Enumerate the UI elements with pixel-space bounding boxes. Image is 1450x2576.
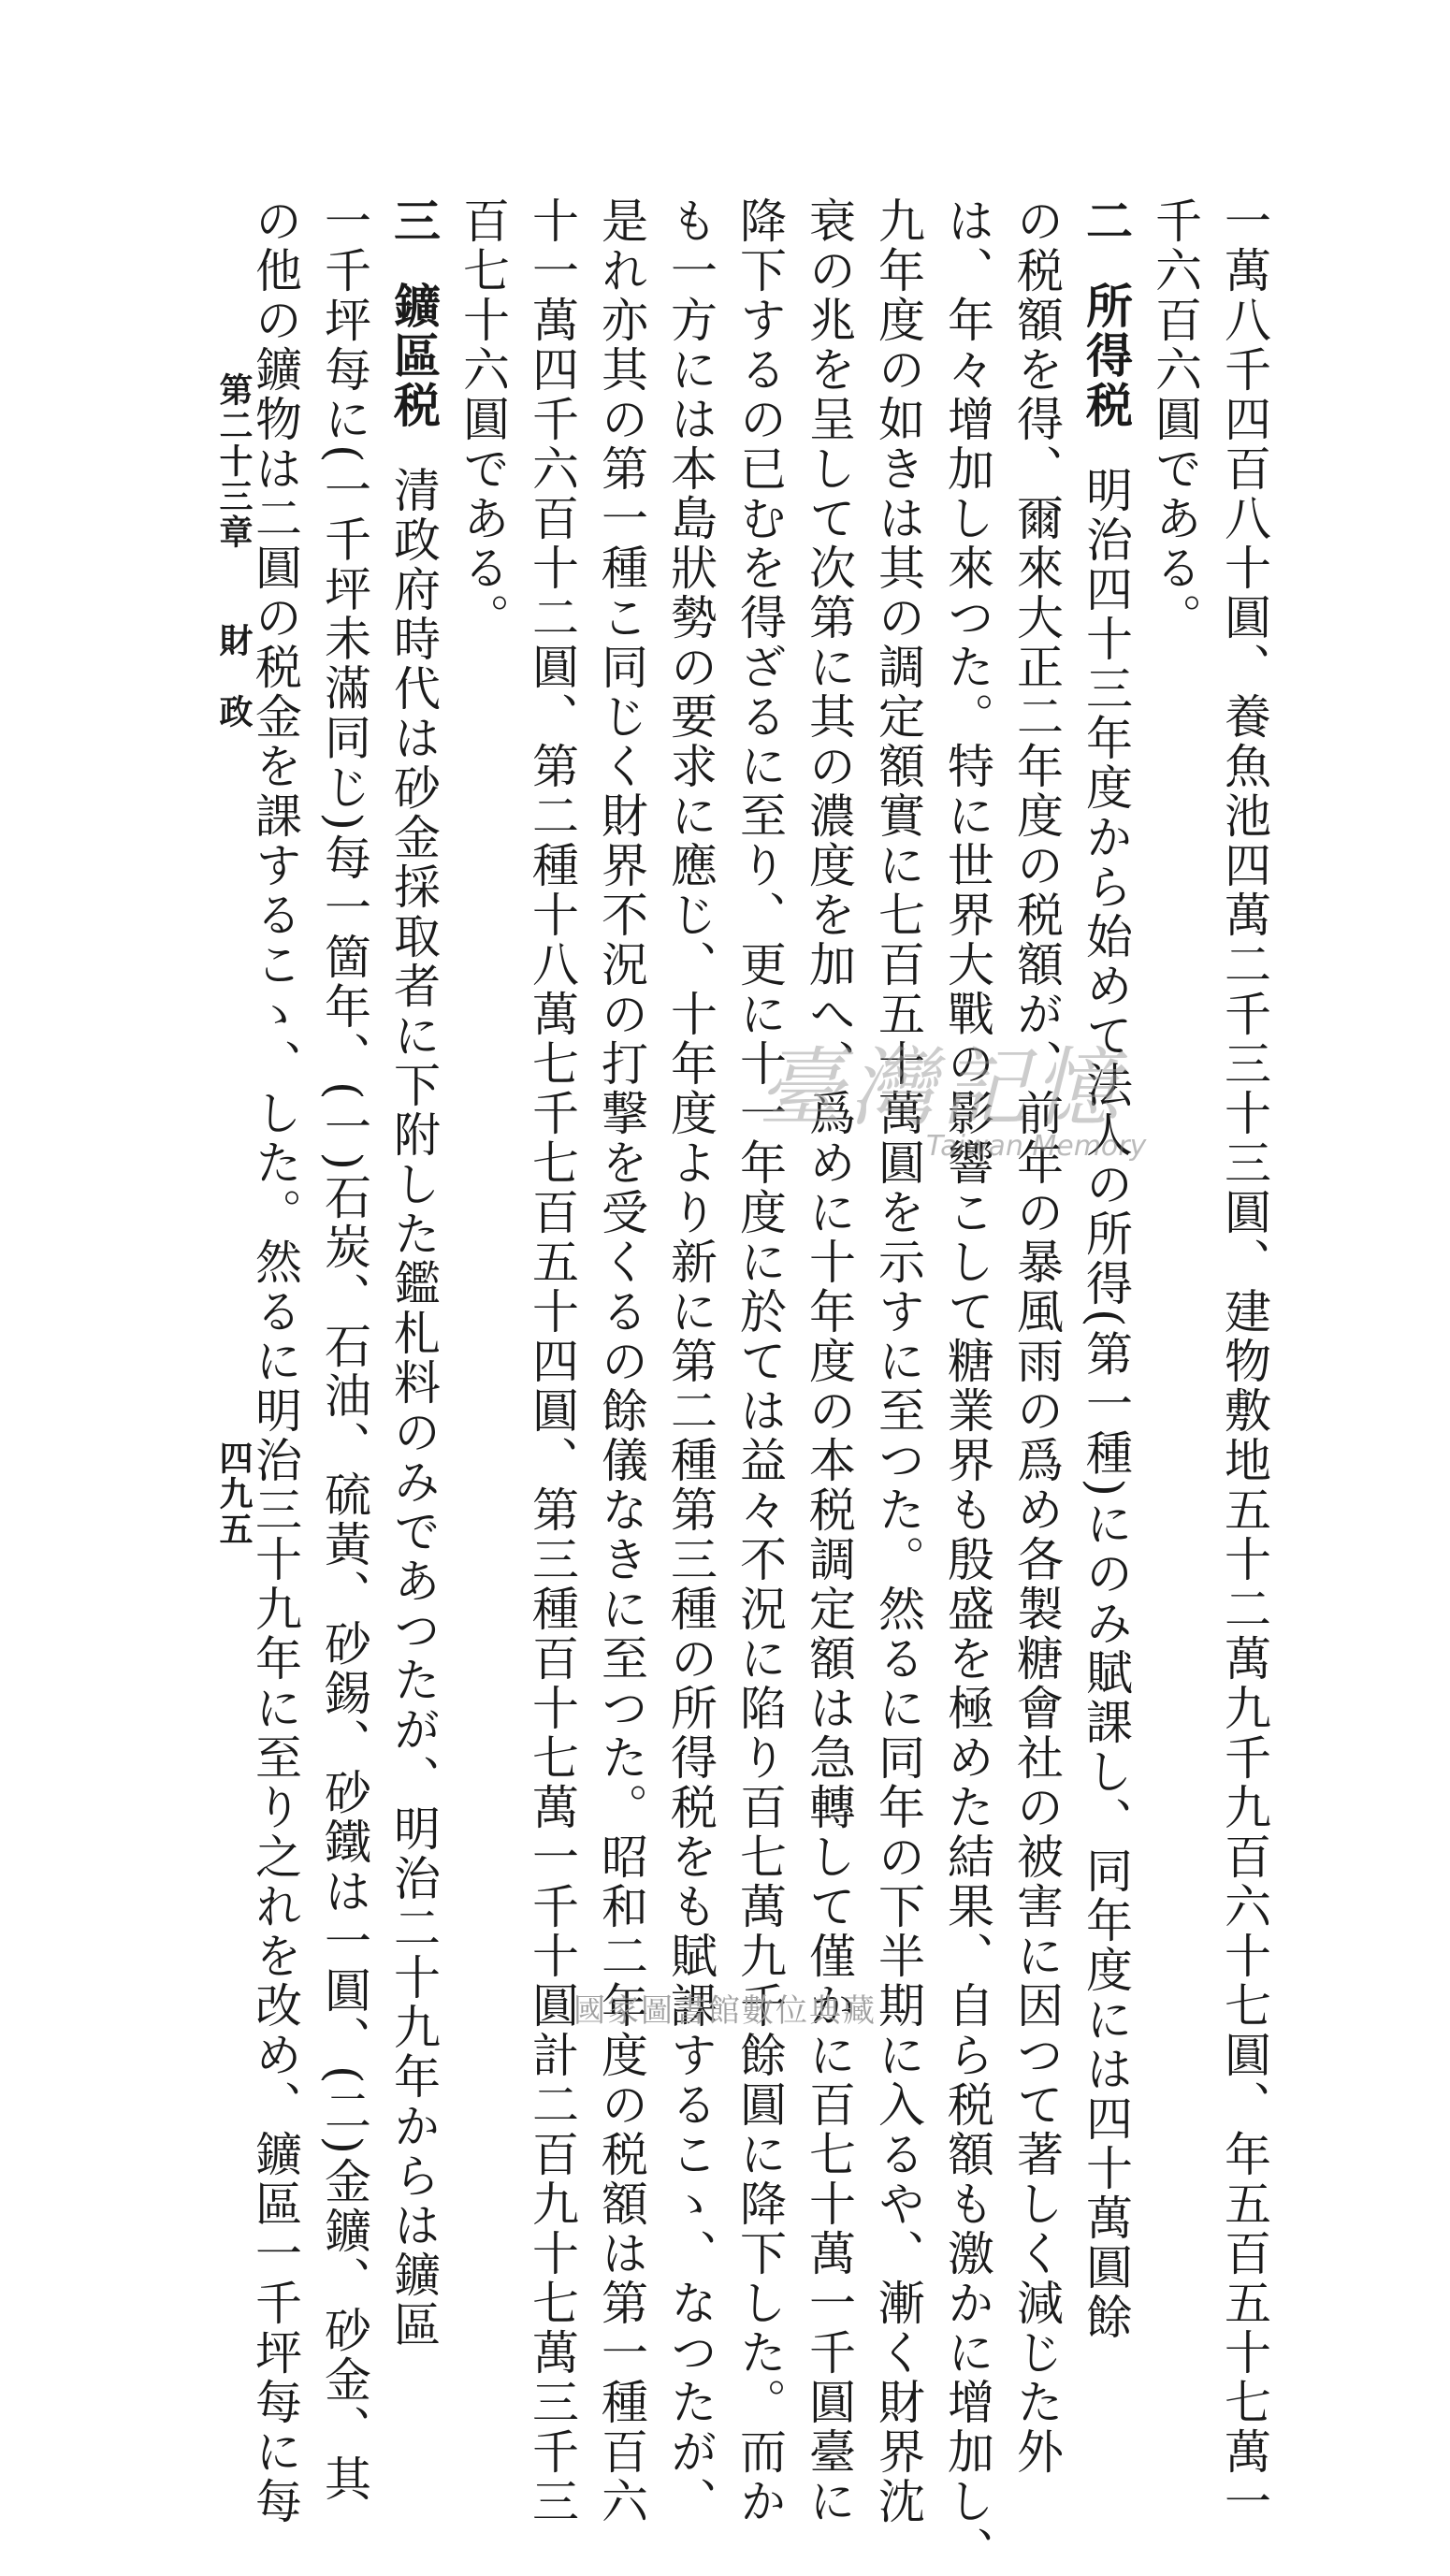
watermark-text: 臺灣記憶 xyxy=(758,1038,1125,1138)
text-column-10: 是れ亦其の第一種こ同じく財界不況の打撃を受くるの餘儀なきに至つた。昭和二年度の税額は第一種百六 xyxy=(594,196,648,2526)
text-column-9: も一方には本島狀勢の要求に應じ、十年度より新に第二種第三種の所得税をも賦課するこゝ、なつたが、 xyxy=(663,196,718,2526)
footer-credit: 國家圖書館數位典藏 xyxy=(573,1992,877,2030)
chapter-label: 第二十三章 xyxy=(214,372,254,550)
section-label: 財 政 xyxy=(214,623,254,730)
text-column-8: 降下するの已むを得ざるに至り、更に十一年度に於ては益々不況に陷り百七萬九千餘圓に降下した。而か xyxy=(732,196,787,2526)
text-column-11: 十一萬四千六百十二圓、第二種十八萬七千七百五十四圓、第三種百十七萬一千十圓計二百九十七萬三千三 xyxy=(525,196,579,2526)
text-column-14: 一千坪每に(一千坪未滿同じ)每一箇年、(一)石炭、石油、硫黃、砂錫、砂鐵は一圓、(二)金鑛、砂金、其 xyxy=(317,196,371,2505)
text-column-4: の税額を得、爾來大正二年度の税額が、前年の暴風雨の爲め各製糖會社の被害に因つて著しく減じた外 xyxy=(1009,196,1064,2477)
running-header xyxy=(210,372,258,730)
text-column-1: 一萬八千四百八十圓、養魚池四萬二千三十三圓、建物敷地五十二萬九千九百六十七圓、年五百五十七萬一 xyxy=(1217,196,1271,2526)
text-column-2: 千六百六圓である。 xyxy=(1148,196,1202,643)
section-number: 二 xyxy=(1079,196,1134,246)
text-column-5: は、年々增加し來つた。特に世界大戰の影響こして糖業界も殷盛を極めた結果、自ら税額も激かに增加し、 xyxy=(940,196,994,2576)
text-column-15: の他の鑛物は二圓の税金を課するこゝ、した。然るに明治三十九年に至り之れを改め、鑛區一千坪每に每 xyxy=(248,196,302,2526)
page-number: 四九五 xyxy=(214,1440,254,1547)
text-column-7: 衰の兆を呈して次第に其の濃度を加へ、爲めに十年度の本税調定額は急轉して僅かに百七十萬一千圓臺に xyxy=(802,196,856,2526)
watermark-subtext: Taiwan Memory xyxy=(926,1130,1147,1163)
text-column-12: 百七十六圓である。 xyxy=(456,196,510,643)
text-column-6: 九年度の如きは其の調定額實に七百五十萬圓を示すに至つた。然るに同年の下半期に入るや、漸く財界沈 xyxy=(871,196,925,2526)
text-column-3: 二所得税明治四十三年度から始めて法人の所得(第一種)にのみ賦課し、同年度には四十萬圓餘 xyxy=(1079,196,1134,2343)
section-number: 三 xyxy=(386,196,442,246)
text-column-13: 三鑛區税清政府時代は砂金採取者に下附した鑑札料のみであつたが、明治二十九年からは鑛區 xyxy=(386,196,442,2350)
section-heading: 鑛區税 xyxy=(386,282,442,430)
section-heading: 所得税 xyxy=(1079,282,1134,430)
